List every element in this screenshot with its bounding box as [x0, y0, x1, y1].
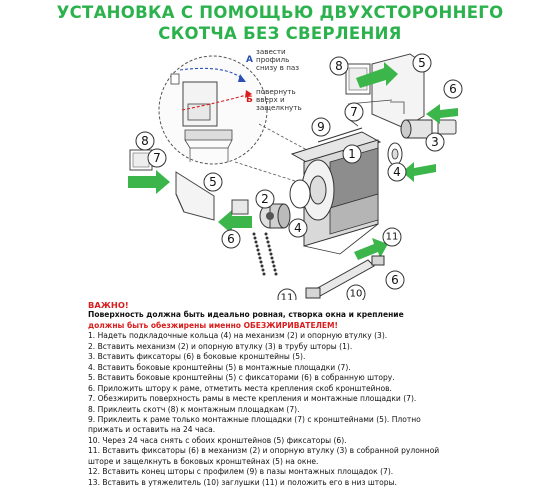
step-item: 3. Вставить фиксаторы (6) в боковые кронштейны (5).: [88, 352, 306, 362]
part-number-11-right: 11: [385, 231, 399, 243]
step-item: 1. Надеть подкладочные кольца (4) на механизм (2) и опорную втулку (3).: [88, 331, 388, 341]
part-number-4-right: 4: [393, 165, 401, 179]
part-number-6-right: 6: [449, 82, 457, 96]
callout-letter-b: Б: [246, 95, 253, 105]
step-item: 9. Приклеить к раме только монтажные площадки (7) с кронштейнами (5). Плотно: [88, 414, 421, 424]
steps-list: [88, 331, 556, 488]
step-item: 12. Вставить конец шторы с профилем (9) в пазы монтажных площадок (7).: [88, 467, 394, 477]
weight-bar: [306, 256, 384, 298]
page-title: [0, 2, 560, 44]
part-number-10: 10: [349, 288, 363, 300]
part-number-4-left: 4: [294, 221, 302, 235]
callout-text-a-1: завести: [256, 47, 286, 56]
part-number-5-left: 5: [209, 175, 217, 189]
part-number-2: 2: [261, 192, 269, 206]
surface-warning-text: Поверхность должна быть идеально ровная, створка окна и крепление: [88, 310, 404, 320]
degrease-warning-text: должны быть обезжирены именно ОБЕЗЖИРИВАТЕЛЕМ!: [88, 320, 338, 330]
right-bushing: [388, 120, 432, 165]
callout-text-b-2: вверх и: [256, 95, 285, 104]
step-item: 10. Через 24 часа снять с обоих кронштейнов (5) фиксаторы (6).: [88, 435, 347, 445]
callout-text-b-3: защелкнуть: [256, 103, 302, 112]
part-number-1: 1: [348, 147, 356, 161]
step-item: 4. Вставить боковые кронштейны (5) в монтажные площадки (7).: [88, 362, 351, 372]
arrow-to-bushing: [402, 162, 436, 182]
callout-letter-a: А: [246, 55, 253, 65]
warning-heading: ВАЖНО!: [88, 300, 129, 310]
title-line-2: СКОТЧА БЕЗ СВЕРЛЕНИЯ: [158, 24, 402, 43]
part-number-11-bottom: 11: [280, 292, 294, 300]
part-number-6-left: 6: [227, 232, 235, 246]
bead-chain: [253, 233, 278, 276]
step-item: прижать и оставить на 24 часа.: [88, 425, 216, 435]
part-number-5-right: 5: [418, 56, 426, 70]
step-item: 2. Вставить механизм (2) и опорную втулку (3) в трубу шторы (1).: [88, 341, 353, 351]
part-number-8-left: 8: [141, 134, 149, 148]
step-item: 7. Обезжирить поверхность рамы в месте крепления и монтажные площадки (7).: [88, 394, 417, 404]
part-number-6-bottom: 6: [391, 273, 399, 287]
step-item: 6. Приложить штору к раме, отметить места крепления скоб кронштейнов.: [88, 383, 392, 393]
step-item: 8. Приклеить скотч (8) к монтажным площадкам (7).: [88, 404, 300, 414]
zoom-callout: [159, 47, 302, 164]
step-item: 13. Вставить в утяжелитель (10) заглушки (11) и положить его в низ шторы.: [88, 477, 397, 487]
part-number-8-right: 8: [335, 59, 343, 73]
callout-profile: [185, 130, 232, 140]
arrow-to-left-bracket: [128, 170, 170, 194]
part-number-7-left: 7: [153, 151, 161, 165]
step-item: 11. Вставить фиксаторы (6) в механизм (2) и опорную втулку (3) в собранной рулонной: [88, 446, 440, 456]
installation-diagram: [0, 44, 560, 300]
part-number-7-right: 7: [350, 105, 358, 119]
instructions-block: [88, 300, 556, 488]
part-number-3: 3: [431, 135, 439, 149]
step-item: 5. Вставить боковые кронштейны (5) с фиксаторами (6) в собранную штору.: [88, 373, 395, 383]
callout-text-a-2: профиль: [256, 55, 290, 64]
title-line-1: УСТАНОВКА С ПОМОЩЬЮ ДВУХСТОРОННЕГО: [56, 3, 504, 22]
step-item: штоpе и защелкнуть в боковых кронштейнах (5) на окне.: [88, 456, 319, 466]
callout-text-b-1: повернуть: [256, 87, 296, 96]
part-number-9: 9: [317, 120, 325, 134]
callout-text-a-3: снизу в паз: [256, 63, 300, 72]
